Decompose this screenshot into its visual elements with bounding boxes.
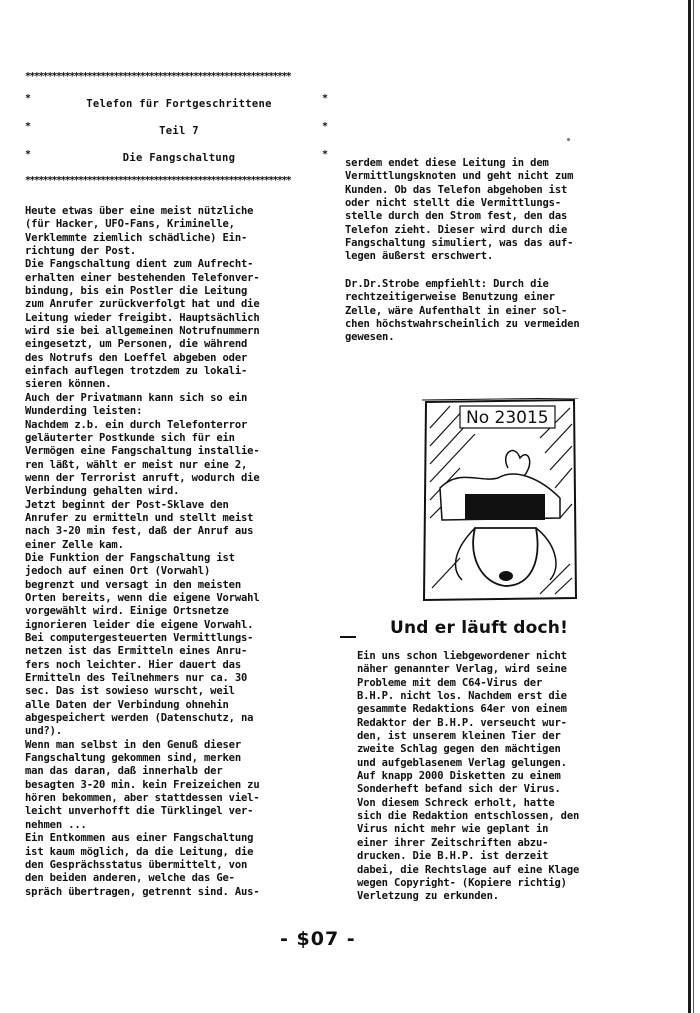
text-line: Kunden. Ob das Telefon abgehoben ist [345, 183, 568, 196]
text-line: und aufgeblasenem Verlag gelungen. [357, 756, 567, 769]
text-line: Auf knapp 2000 Disketten zu einem [357, 770, 561, 783]
text-line: Von diesem Schreck erholt, hatte [357, 796, 555, 809]
page-edge-line [693, 0, 694, 1013]
text-line: sieren können. [25, 378, 112, 391]
text-line: ist kaum möglich, da die Leitung, die [25, 845, 254, 858]
text-line: serdem endet diese Leitung in dem [345, 157, 549, 169]
text-line: näher genannter Verlag, wird seine [357, 663, 567, 676]
star-border-left: * [25, 149, 32, 160]
text-line: den beiden anderen, welche das Ge- [25, 872, 235, 885]
title-box [25, 72, 333, 186]
text-line: nehmen ... [25, 818, 87, 831]
text-line: sich die Redaktion entschlossen, den [357, 810, 580, 823]
text-line: Virus nicht mehr wie geplant in [357, 823, 549, 836]
text-line: eingesetzt, um Personen, die während [25, 338, 248, 351]
text-line: und?). [25, 725, 63, 738]
text-line: gesammte Redaktions 64er von einem [357, 703, 567, 716]
cartoon-illustration [420, 398, 580, 603]
text-line: man das daran, daß innerhalb der [25, 765, 223, 778]
column-rule [340, 636, 356, 638]
text-line: nach 3-20 min fest, daß der Anruf aus [25, 525, 254, 538]
text-line: zweite Schlag gegen den mächtigen [357, 743, 561, 756]
star-border-bottom: ************************************************************ [25, 176, 291, 186]
star-border-left: * [25, 121, 32, 132]
text-line: ignorieren leider die eigene Vorwahl. [25, 618, 254, 631]
text-line: Heute etwas über eine meist nützliche [25, 205, 254, 217]
text-line: B.H.P. nicht los. Nachdem erst die [357, 690, 567, 703]
text-line: hören bekommen, aber stattdessen viel- [25, 792, 260, 805]
star-border-top: ************************************************************ [25, 72, 291, 82]
text-line: chen höchstwahrscheinlich zu vermeiden [345, 318, 580, 331]
text-line: Die Fangschaltung dient zum Aufrecht- [25, 258, 254, 271]
text-line: fers noch leichter. Hier dauert das [25, 658, 242, 671]
text-line: Redaktor der B.H.P. verseucht wur- [357, 716, 567, 729]
text-line: ren läßt, wählt er meist nur eine 2, [25, 458, 248, 471]
text-line: Fangschaltung gekommen sind, merken [25, 752, 242, 765]
text-line: Vermögen eine Fangschaltung installie- [25, 445, 260, 458]
article-subtitle: Die Fangschaltung [122, 152, 236, 164]
text-line: Auch der Privatmann kann sich so ein [25, 391, 248, 404]
text-line: Ein uns schon liebgewordener nicht [357, 650, 567, 662]
text-line: Verklemmte ziemlich schädliche) Ein- [25, 231, 248, 244]
text-line: einer Zelle kam. [25, 538, 124, 551]
article-part: Teil 7 [159, 125, 199, 137]
text-line: geläuterter Postkunde sich für ein [25, 431, 235, 444]
left-column-text [25, 205, 335, 899]
text-line: begrenzt und versagt in den meisten [25, 578, 242, 591]
text-line: vorgewählt wird. Einige Ortsnetze [25, 605, 229, 618]
text-line: Wenn man selbst in den Genuß dieser [25, 738, 242, 751]
text-line: alle Daten der Verbindung ohnehin [25, 698, 229, 711]
text-line: wenn der Terrorist anruft, wodurch die [25, 471, 260, 484]
star-border-right: * [322, 93, 329, 104]
text-line: erhalten einer bestehenden Telefonver- [25, 271, 260, 284]
text-line: wird sie bei allgemeinen Notrufnummern [25, 325, 260, 338]
text-line: jedoch auf einen Ort (Vorwahl) [25, 565, 211, 578]
text-line: gewesen. [345, 331, 395, 344]
text-line: den Gesprächsstatus übermittelt, von [25, 858, 248, 871]
cartoon-sign-text: No 23015 [466, 408, 549, 428]
text-line: Verbindung gehalten wird. [25, 485, 180, 498]
star-border-right: * [322, 121, 329, 132]
text-line: bindung, bis ein Postler die Leitung [25, 285, 248, 298]
text-line: netzen ist das Ermitteln eines Anru- [25, 645, 248, 658]
text-line: dabei, die Rechtslage auf eine Klage [357, 863, 580, 876]
text-line: Wunderding leisten: [25, 405, 143, 418]
text-line: einer ihrer Zeitschriften abzu- [357, 836, 549, 849]
text-line: oder nicht stellt die Vermittlungs- [345, 197, 562, 210]
text-line: legen äußerst erschwert. [345, 250, 494, 263]
text-line: Probleme mit dem C64-Virus der [357, 676, 543, 689]
text-line: zum Anrufer zurückverfolgt hat und die [25, 298, 260, 311]
text-line: Sonderheft befand sich der Virus. [357, 783, 561, 796]
text-line: einfach auflegen trotzdem zu lokali- [25, 365, 248, 378]
text-line: (für Hacker, UFO-Fans, Kriminelle, [25, 218, 235, 231]
text-line: Nachdem z.b. ein durch Telefonterror [25, 418, 248, 431]
text-line: sec. Das ist sowieso wurscht, weil [25, 685, 235, 698]
text-line: Verletzung zu erkunden. [357, 890, 499, 903]
text-line: abgespeichert werden (Datenschutz, na [25, 712, 254, 725]
article-headline: Und er läuft doch! [390, 618, 569, 638]
star-border-right: * [322, 149, 329, 160]
text-line: Fangschaltung simuliert, was das auf- [345, 237, 574, 250]
text-line: wegen Copyright- (Kopiere richtig) [357, 876, 567, 889]
text-line: rechtzeitigerweise Benutzung einer [345, 291, 555, 304]
page-edge-line [688, 0, 691, 1013]
text-line: Orten bereits, wenn die eigene Vorwahl [25, 591, 260, 604]
text-line: des Notrufs den Loeffel abgeben oder [25, 351, 248, 364]
text-line: Ein Entkommen aus einer Fangschaltung [25, 832, 254, 845]
text-line: Bei computergesteuerten Vermittlungs- [25, 632, 254, 644]
right-column-note [345, 278, 657, 345]
text-line: richtung der Post. [25, 245, 137, 258]
text-line: drucken. Die B.H.P. ist derzeit [357, 850, 549, 863]
page-number: - $07 - [280, 928, 356, 950]
text-line: Dr.Dr.Strobe empfiehlt: Durch die [345, 278, 549, 290]
text-line: Die Funktion der Fangschaltung ist [25, 551, 235, 564]
text-line: Anrufer zu ermitteln und stellt meist [25, 511, 254, 524]
text-line: spräch übertragen, getrennt sind. Aus- [25, 885, 260, 898]
text-line: Leitung wieder freigibt. Hauptsächlich [25, 311, 260, 324]
text-line: besagten 3-20 min. kein Freizeichen zu [25, 778, 260, 791]
text-line: den, ist unserem kleinen Tier der [357, 730, 561, 743]
article-title: Telefon für Fortgeschrittene [86, 98, 272, 110]
text-line: Vermittlungsknoten und geht nicht zum [345, 170, 574, 183]
text-line: Telefon zieht. Dieser wird durch die [345, 223, 568, 236]
censor-bar [465, 494, 545, 520]
right-column-text [345, 157, 657, 264]
text-line: stelle durch den Strom fest, den das [345, 210, 568, 223]
star-border-left: * [25, 93, 32, 104]
text-line: Zelle, wäre Aufenthalt in einer sol- [345, 304, 568, 317]
text-line: leicht unverhofft die Türklingel ver- [25, 805, 254, 818]
print-speck [567, 138, 570, 141]
text-line: Jetzt beginnt der Post-Sklave den [25, 498, 229, 511]
article2-text [357, 650, 657, 904]
text-line: Ermitteln des Teilnehmers nur ca. 30 [25, 672, 248, 685]
